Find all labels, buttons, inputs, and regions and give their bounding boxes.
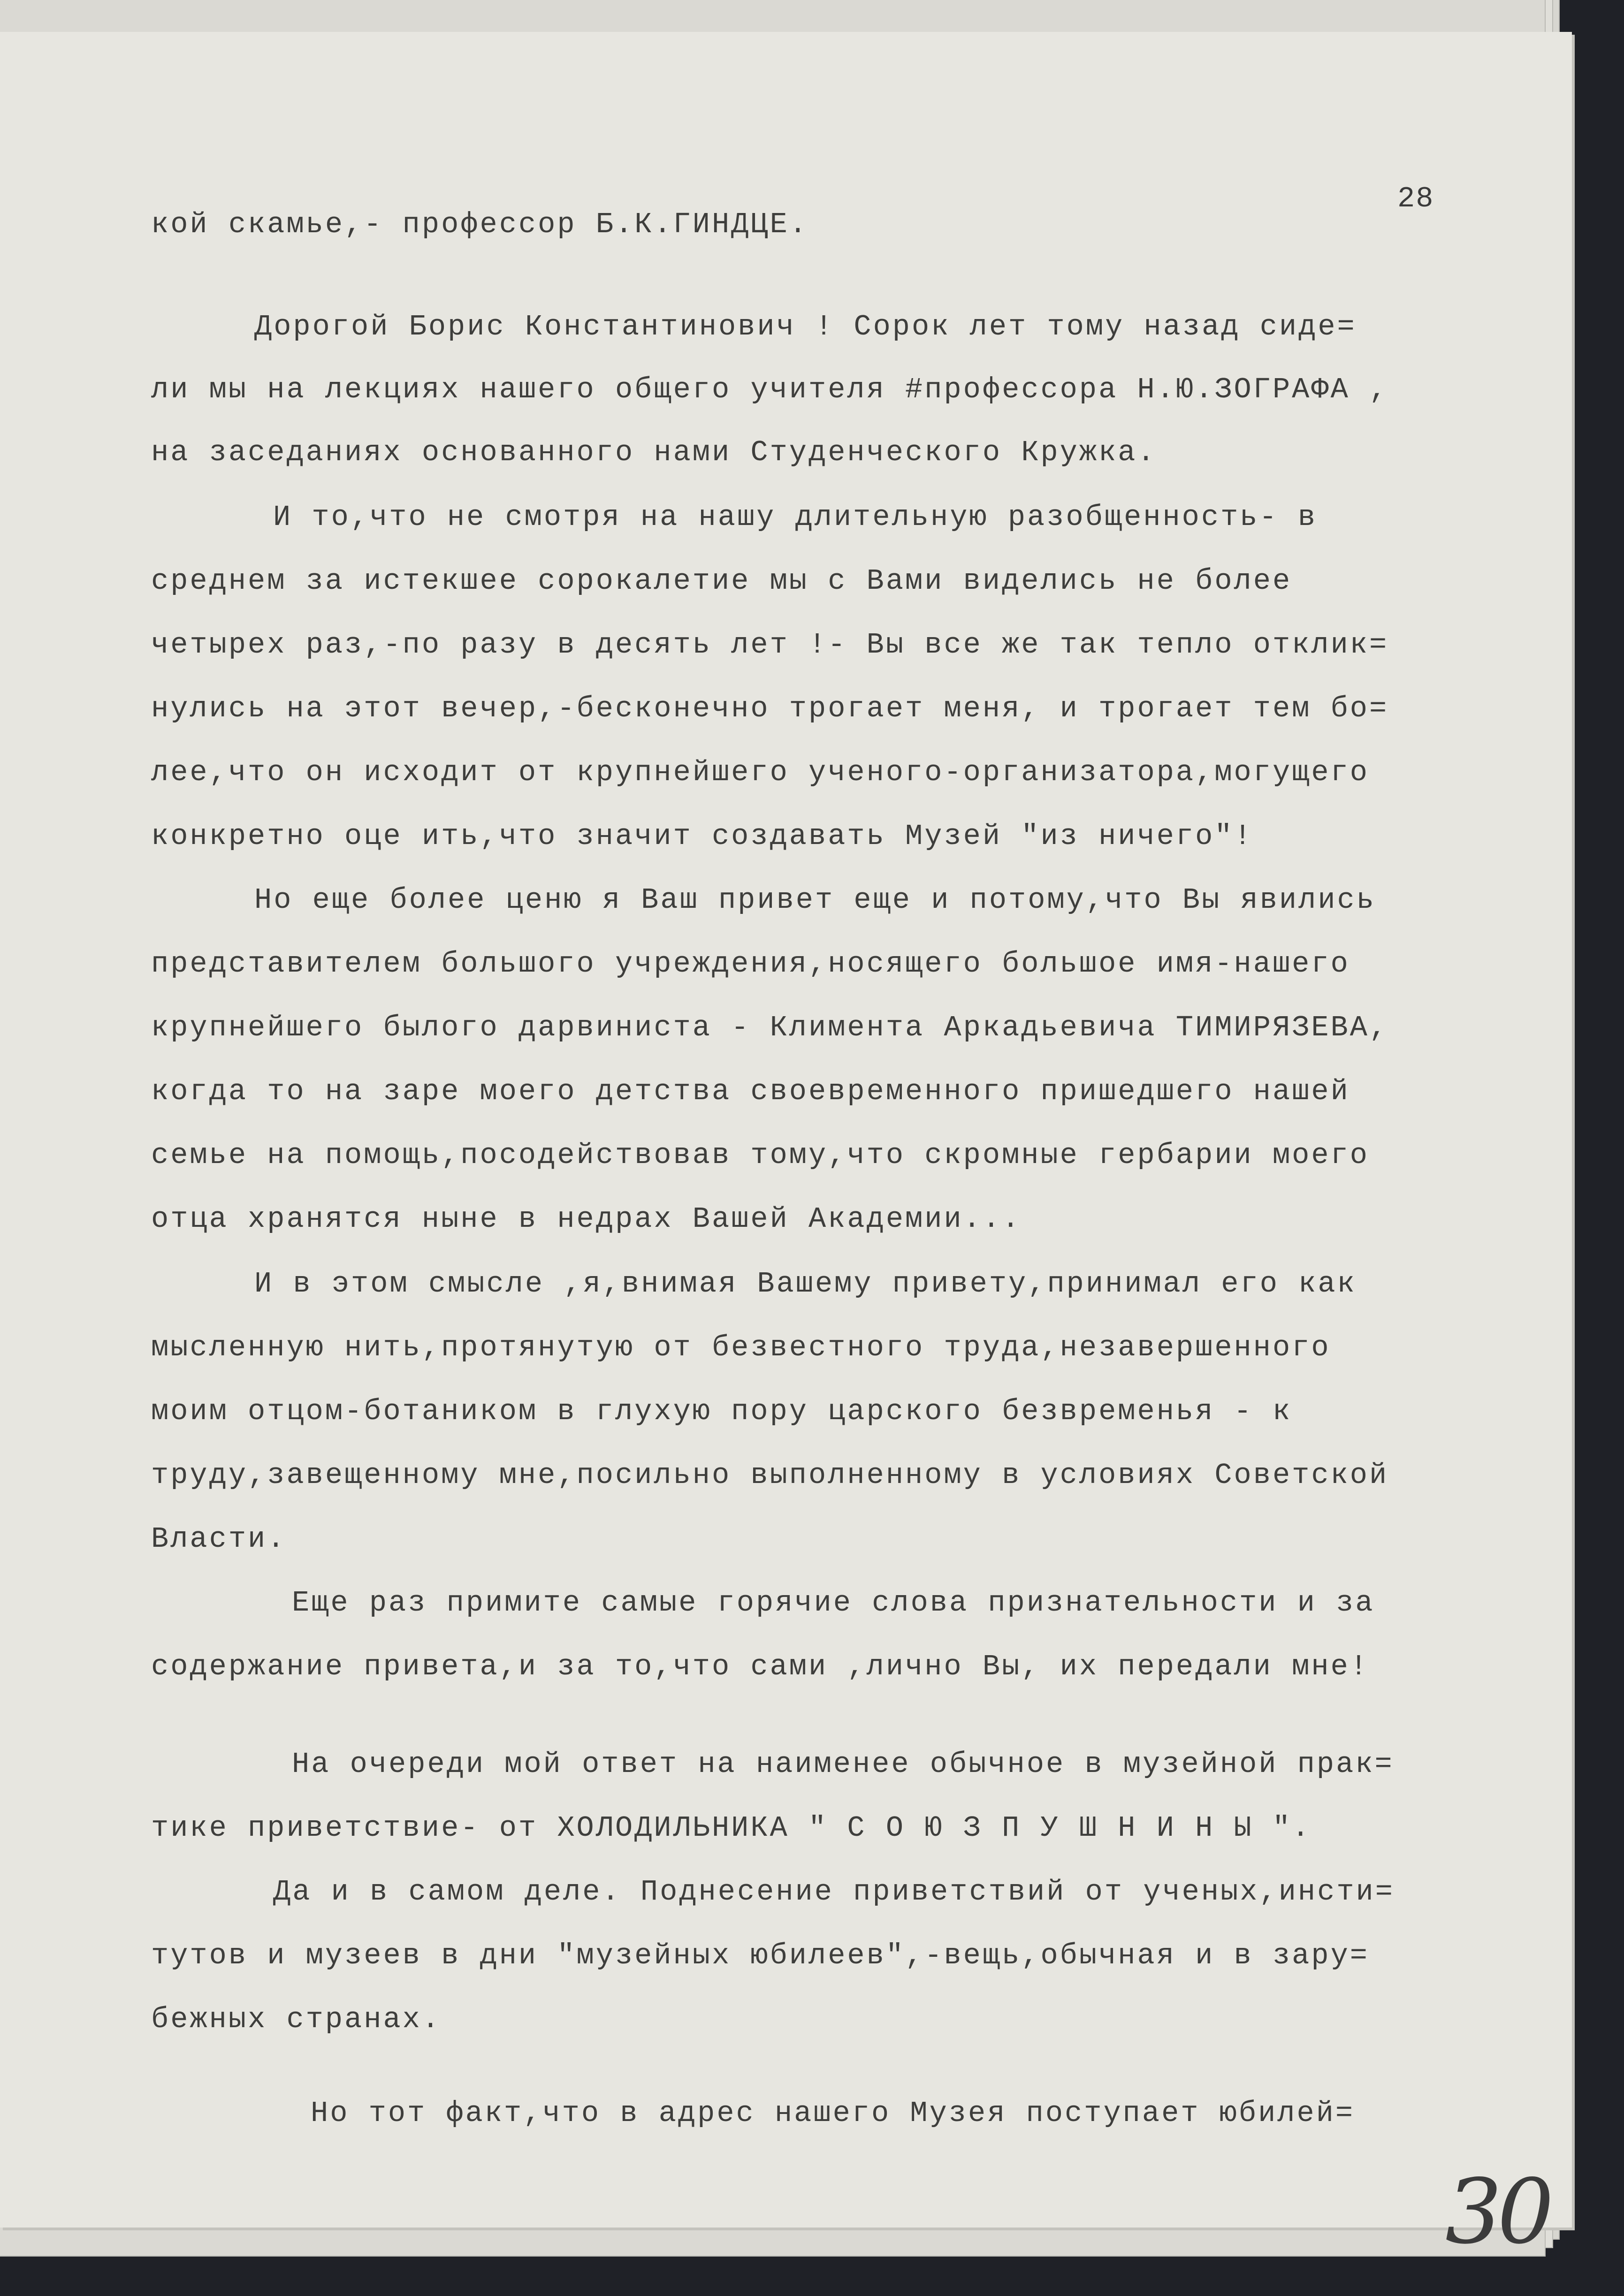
text-line: представителем большого учреждения,носящего большое имя-нашего	[151, 947, 1350, 981]
text-line: Еще раз примите самые горячие слова признательности и за	[292, 1586, 1375, 1619]
text-line: крупнейшего былого дарвиниста - Климента Аркадьевича ТИМИРЯЗЕВА,	[151, 1011, 1389, 1044]
text-line: ли мы на лекциях нашего общего учителя #профессора Н.Ю.ЗОГРАФА ,	[151, 373, 1389, 406]
text-line: отца хранятся ныне в недрах Вашей Академии...	[151, 1202, 1022, 1236]
text-line: мысленную нить,протянутую от безвестного труда,незавершенного	[151, 1331, 1331, 1364]
text-line: труду,завещенному мне,посильно выполненному в условиях Советской	[151, 1459, 1389, 1492]
text-line: Но еще более ценю я Ваш привет еще и потому,что Вы явились	[254, 883, 1376, 917]
page-number: 28	[1397, 182, 1434, 215]
text-line: когда то на заре моего детства своевременного пришедшего нашей	[151, 1075, 1350, 1108]
text-line: На очереди мой ответ на наименее обычное в музейной прак=	[292, 1748, 1394, 1781]
text-line: тике приветствие- от ХОЛОДИЛЬНИКА " С О Ю З П У Ш Н И Н Ы ".	[151, 1811, 1311, 1845]
text-line: лее,что он исходит от крупнейшего ученого-организатора,могущего	[151, 756, 1369, 789]
text-line: И то,что не смотря на нашу длительную разобщенность- в	[273, 501, 1318, 534]
handwritten-page-number: 30	[1445, 2160, 1549, 2264]
text-line: Дорогой Борис Константинович ! Сорок лет тому назад сиде=	[254, 310, 1357, 343]
text-line: конкретно оце ить,что значит создавать Музей "из ничего"!	[151, 820, 1253, 853]
text-line: тутов и музеев в дни "музейных юбилеев",-вещь,обычная и в зару=	[151, 1939, 1369, 1972]
text-line: Власти.	[151, 1522, 287, 1556]
text-line: моим отцом-ботаником в глухую пору царского безвременья - к	[151, 1395, 1292, 1428]
text-line: бежных странах.	[151, 2003, 442, 2036]
text-line: семье на помощь,посодействовав тому,что скромные гербарии моего	[151, 1139, 1369, 1172]
typewritten-page	[0, 32, 1572, 2264]
text-line: содержание привета,и за то,что сами ,лично Вы, их передали мне!	[151, 1650, 1369, 1683]
text-line: Да и в самом деле. Поднесение приветствий от ученых,инсти=	[273, 1875, 1395, 1908]
text-line: среднем за истекшее сорокалетие мы с Вами виделись не более	[151, 564, 1292, 598]
text-line: четырех раз,-по разу в десять лет !- Вы все же так тепло отклик=	[151, 628, 1389, 661]
text-line: Но тот факт,что в адрес нашего Музея поступает юбилей=	[311, 2097, 1355, 2130]
text-line: кой скамье,- профессор Б.К.ГИНДЦЕ.	[151, 208, 809, 241]
text-line: И в этом смысле ,я,внимая Вашему привету,принимал его как	[254, 1267, 1357, 1300]
text-line: на заседаниях основанного нами Студенческого Кружка.	[151, 436, 1157, 469]
text-line: нулись на этот вечер,-бесконечно трогает меня, и трогает тем бо=	[151, 692, 1389, 725]
